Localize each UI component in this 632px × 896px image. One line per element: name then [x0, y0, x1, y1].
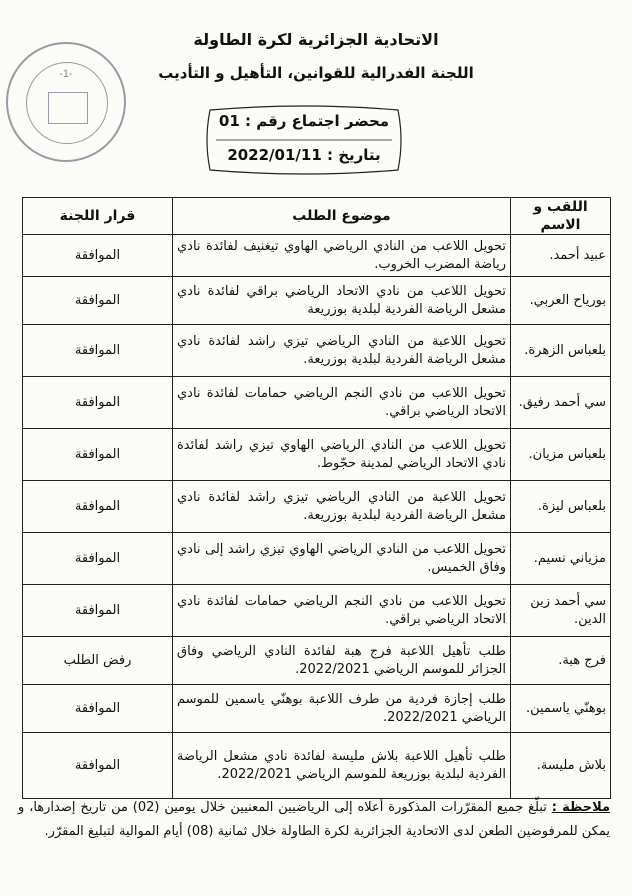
- minutes-number: محضر اجتماع رقم : 01: [218, 112, 390, 130]
- row-decision: الموافقة: [23, 429, 173, 481]
- header-name: اللقب و الاسم: [511, 198, 611, 235]
- row-decision: الموافقة: [23, 533, 173, 585]
- committee-title: اللجنة الفدرالية للقوانين، التأهيل و التأديب: [158, 64, 474, 82]
- row-decision: الموافقة: [23, 481, 173, 533]
- row-name: بلعباس الزهرة.: [511, 325, 611, 377]
- row-name: سي أحمد رفيق.: [511, 377, 611, 429]
- row-subject: تحويل اللاعب من نادي النجم الرياضي حمامات لفائدة نادي الاتحاد الرياضي براقي.: [173, 585, 511, 637]
- row-decision: الموافقة: [23, 235, 173, 277]
- table-row: [23, 325, 611, 377]
- row-name: عبيد أحمد.: [511, 235, 611, 277]
- note-paragraph: [18, 796, 610, 844]
- row-subject: طلب إجازة فردية من طرف اللاعبة بوهنّي ياسمين للموسم الرياضي 2022/2021.: [173, 685, 511, 733]
- seal-emblem-icon: [48, 92, 88, 124]
- row-decision: الموافقة: [23, 277, 173, 325]
- federation-title: الاتحادية الجزائرية لكرة الطاولة: [193, 30, 439, 49]
- row-subject: تحويل اللاعبة من النادي الرياضي تيزي راشد لفائدة نادي مشعل الرياضة الفردية لبلدية بوزريعة.: [173, 325, 511, 377]
- seal-number: -1-: [59, 68, 73, 80]
- row-name: بورياح العربي.: [511, 277, 611, 325]
- row-subject: طلب تأهيل اللاعبة بلاش مليسة لفائدة نادي مشعل الرياضة الفردية لبلدية بوزريعة للموسم الرياضي 2022/2021.: [173, 733, 511, 799]
- row-subject: تحويل اللاعب من النادي الرياضي الهاوي تيغنيف لفائدة نادي رياضة المضرب الخروب.: [173, 235, 511, 277]
- row-subject: تحويل اللاعبة من النادي الرياضي تيزي راشد لفائدة نادي مشعل الرياضة الفردية لبلدية بوزريعة.: [173, 481, 511, 533]
- row-decision: رفض الطلب: [23, 637, 173, 685]
- row-subject: طلب تأهيل اللاعبة فرج هبة لفائدة النادي الرياضي وفاق الجزائر للموسم الرياضي 2022/2021.: [173, 637, 511, 685]
- table-row: [23, 585, 611, 637]
- header-decision: قرار اللجنة: [23, 198, 173, 235]
- table-row: [23, 733, 611, 799]
- row-name: مزياني نسيم.: [511, 533, 611, 585]
- table-row: [23, 377, 611, 429]
- table-row: [23, 235, 611, 277]
- minutes-date: بتاريخ : 2022/01/11: [227, 146, 381, 164]
- table-row: [23, 637, 611, 685]
- row-name: فرج هبة.: [511, 637, 611, 685]
- minutes-box: [200, 100, 408, 180]
- row-decision: الموافقة: [23, 325, 173, 377]
- table-row: [23, 533, 611, 585]
- federation-seal-icon: [6, 42, 126, 162]
- row-decision: الموافقة: [23, 377, 173, 429]
- row-name: بلعباس مزيان.: [511, 429, 611, 481]
- table-row: [23, 429, 611, 481]
- row-subject: تحويل اللاعب من النادي الرياضي الهاوي تيزي راشد لفائدة نادي الاتحاد الرياضي لمدينة حجّوط.: [173, 429, 511, 481]
- note-text: تبلّغ جميع المقرّرات المذكورة أعلاه إلى الرياضيين المعنيين خلال يومين (02) من تاريخ إصدارها، و يمكن للمرفوضين الطعن لدى الاتحادية الجزائرية لكرة الطاولة خلال ثمانية (08) أيام الموالية لتبليغ المقرّر.: [18, 800, 610, 839]
- row-name: بلعباس ليزة.: [511, 481, 611, 533]
- header-subject: موضوع الطلب: [173, 198, 511, 235]
- note-label: ملاحظة :: [551, 800, 610, 815]
- row-decision: الموافقة: [23, 733, 173, 799]
- row-name: بلاش مليسة.: [511, 733, 611, 799]
- table-row: [23, 685, 611, 733]
- row-decision: الموافقة: [23, 585, 173, 637]
- row-subject: تحويل اللاعب من النادي الرياضي الهاوي تيزي راشد إلى نادي وفاق الخميس.: [173, 533, 511, 585]
- table-header-row: [23, 198, 611, 235]
- row-name: بوهنّي ياسمين.: [511, 685, 611, 733]
- row-subject: تحويل اللاعب من نادي النجم الرياضي حمامات لفائدة نادي الاتحاد الرياضي براقي.: [173, 377, 511, 429]
- row-name: سي أحمد زين الدين.: [511, 585, 611, 637]
- row-subject: تحويل اللاعب من نادي الاتحاد الرياضي براقي لفائدة نادي مشعل الرياضة الفردية لبلدية بوزريعة: [173, 277, 511, 325]
- table-row: [23, 277, 611, 325]
- row-decision: الموافقة: [23, 685, 173, 733]
- table-row: [23, 481, 611, 533]
- decisions-table: [22, 197, 611, 799]
